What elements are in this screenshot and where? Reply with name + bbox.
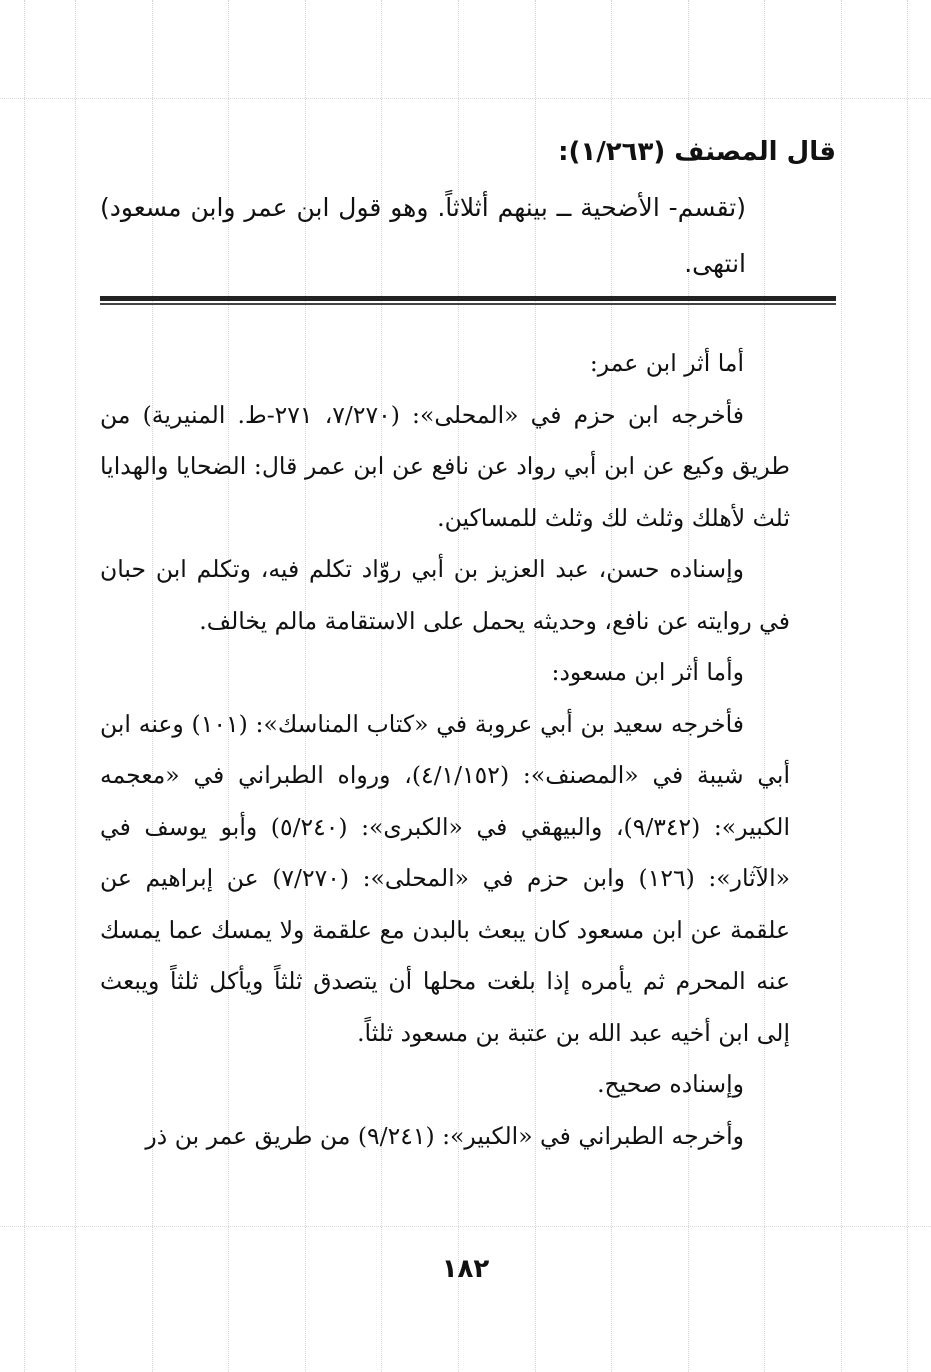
paragraph-heading-ibn-umar: أما أثر ابن عمر: bbox=[589, 349, 744, 377]
header-quote: (تقسم- الأضحية ــ بينهم أثلاثاً. وهو قول ابن عمر وابن مسعود) انتهى. bbox=[100, 193, 746, 278]
paragraph: فأخرجه سعيد بن أبي عروبة في «كتاب المناسك»: (١٠١) وعنه ابن أبي شيبة في «المصنف»: (٤/١/١٥٢)، ورواه الطبراني في «معجمه الكبير»: (٩/٣٤٢)، والبيهقي في «الكبرى»: (٥/٢٤٠) وأبو يوسف في «الآثار»: (١٢٦) وابن حزم في «المحلى»: (٧/٢٧٠) عن إبراهيم عن علقمة عن ابن مسعود كان يبعث بالبدن مع علقمة ولا يمسك عما يمسك عنه المحرم ثم يأمره إذا بلغت محلها أن يتصدق ثلثاً ويأكل ثلثاً ويبعث إلى ابن أخيه عبد الله بن عتبة بن مسعود ثلثاً. bbox=[100, 709, 790, 1047]
paragraph-heading-ibn-masud: وأما أثر ابن مسعود: bbox=[551, 658, 744, 686]
scan-grid-line bbox=[841, 0, 842, 1372]
separator-rule-thin bbox=[100, 303, 836, 305]
paragraph: وإسناده حسن، عبد العزيز بن أبي روّاد تكلم فيه، وتكلم ابن حبان في روايته عن نافع، وحديثه يحمل على الاستقامة مالم يخالف. bbox=[100, 555, 790, 635]
scan-grid-line bbox=[75, 0, 76, 1372]
scan-grid-line bbox=[907, 0, 908, 1372]
scan-grid-line bbox=[0, 98, 931, 99]
separator-rule bbox=[100, 296, 836, 301]
scan-grid-line bbox=[24, 0, 25, 1372]
header-title: قال المصنف (١/٢٦٣): bbox=[558, 137, 836, 167]
header-block bbox=[100, 132, 836, 292]
scan-grid-line bbox=[0, 1226, 931, 1227]
paragraph: وإسناده صحيح. bbox=[597, 1070, 744, 1098]
page-number: ١٨٢ bbox=[441, 1254, 490, 1284]
paragraph: فأخرجه ابن حزم في «المحلى»: (٧/٢٧٠، ٢٧١-ط. المنيرية) من طريق وكيع عن ابن أبي رواد عن نافع عن ابن عمر قال: الضحايا والهدايا ثلث لأهلك وثلث لك وثلث للمساكين. bbox=[100, 400, 790, 532]
paragraph: وأخرجه الطبراني في «الكبير»: (٩/٢٤١) من طريق عمر بن ذر bbox=[145, 1121, 744, 1150]
body-text bbox=[100, 338, 790, 1162]
